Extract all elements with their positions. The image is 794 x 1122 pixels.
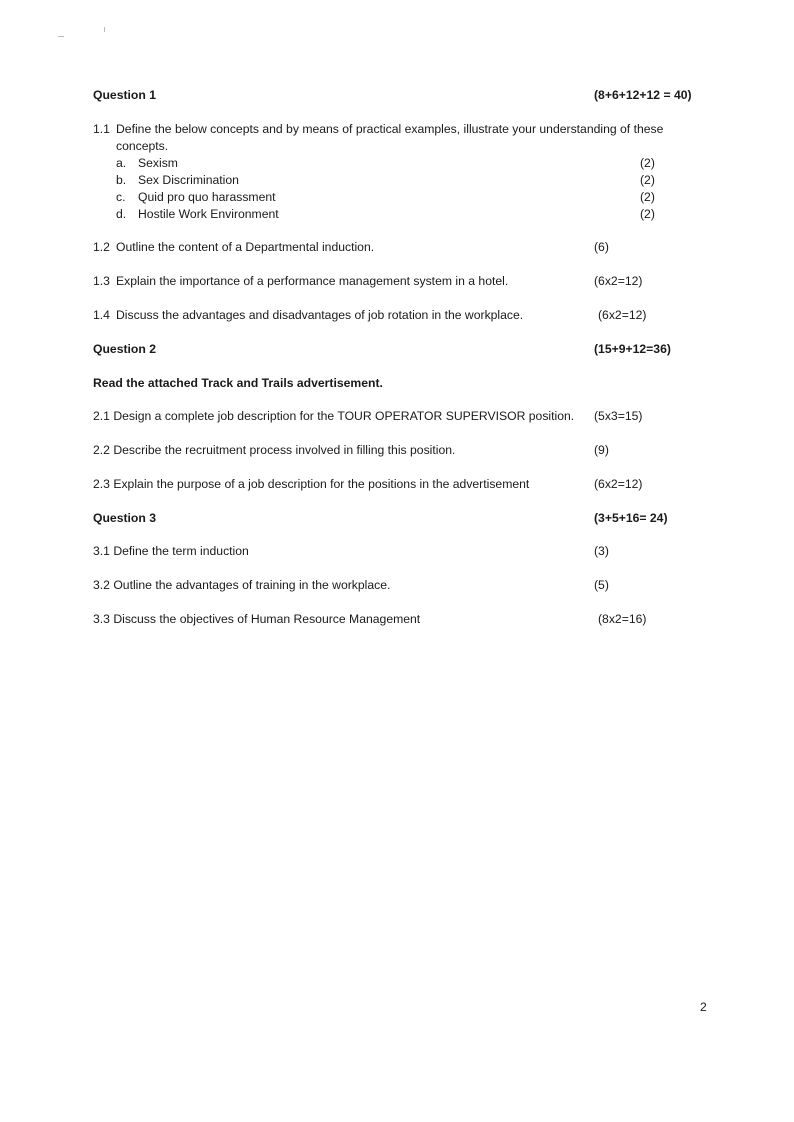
q1-1-text: Define the below concepts and by means of practical examples, illustrate your understanding of these — [116, 122, 664, 136]
q1-1-item-letter: b. — [116, 173, 127, 187]
scan-speck — [104, 27, 105, 32]
q1-2-text: Outline the content of a Departmental induction. — [116, 240, 375, 254]
q2-1-marks: (5x3=15) — [594, 409, 643, 423]
q2-1-text: 2.1 Design a complete job description for the TOUR OPERATOR SUPERVISOR position. — [93, 409, 575, 423]
question-1-heading: Question 1 — [93, 88, 156, 102]
q1-4-number: 1.4 — [93, 308, 110, 322]
q1-1-item-letter: d. — [116, 207, 127, 221]
q1-4-marks: (6x2=12) — [598, 308, 647, 322]
q3-3-marks: (8x2=16) — [598, 612, 647, 626]
q3-1-marks: (3) — [594, 544, 609, 558]
q2-3-marks: (6x2=12) — [594, 477, 643, 491]
question-3-heading: Question 3 — [93, 511, 156, 525]
question-2-instruction: Read the attached Track and Trails advertisement. — [93, 376, 383, 390]
q1-1-item-label: Sex Discrimination — [138, 173, 239, 187]
q1-1-item-marks: (2) — [640, 207, 655, 221]
q1-3-marks: (6x2=12) — [594, 274, 643, 288]
q1-1-item-marks: (2) — [640, 173, 655, 187]
question-1-total-marks: (8+6+12+12 = 40) — [594, 88, 692, 102]
q1-1-item-label: Hostile Work Environment — [138, 207, 279, 221]
question-2-heading: Question 2 — [93, 342, 156, 356]
q2-3-text: 2.3 Explain the purpose of a job description for the positions in the advertisement — [93, 477, 530, 491]
q1-3-number: 1.3 — [93, 274, 110, 288]
q2-2-marks: (9) — [594, 443, 609, 457]
q1-1-item-letter: c. — [116, 190, 126, 204]
q1-2-marks: (6) — [594, 240, 609, 254]
q3-2-marks: (5) — [594, 578, 609, 592]
question-3-total-marks: (3+5+16= 24) — [594, 511, 668, 525]
q1-1-item-label: Sexism — [138, 156, 178, 170]
q1-1-item-letter: a. — [116, 156, 127, 170]
q1-4-text: Discuss the advantages and disadvantages of job rotation in the workplace. — [116, 308, 524, 322]
scan-speck — [58, 36, 64, 37]
q1-1-text-continued: concepts. — [116, 139, 169, 153]
q1-2-number: 1.2 — [93, 240, 110, 254]
q1-1-number: 1.1 — [93, 122, 110, 136]
q1-1-item-marks: (2) — [640, 190, 655, 204]
page-number: 2 — [700, 1000, 707, 1014]
q3-3-text: 3.3 Discuss the objectives of Human Resource Management — [93, 612, 421, 626]
q1-3-text: Explain the importance of a performance management system in a hotel. — [116, 274, 509, 288]
question-2-total-marks: (15+9+12=36) — [594, 342, 671, 356]
q2-2-text: 2.2 Describe the recruitment process involved in filling this position. — [93, 443, 456, 457]
q3-2-text: 3.2 Outline the advantages of training in the workplace. — [93, 578, 391, 592]
q1-1-item-marks: (2) — [640, 156, 655, 170]
q1-1-item-label: Quid pro quo harassment — [138, 190, 276, 204]
q3-1-text: 3.1 Define the term induction — [93, 544, 249, 558]
